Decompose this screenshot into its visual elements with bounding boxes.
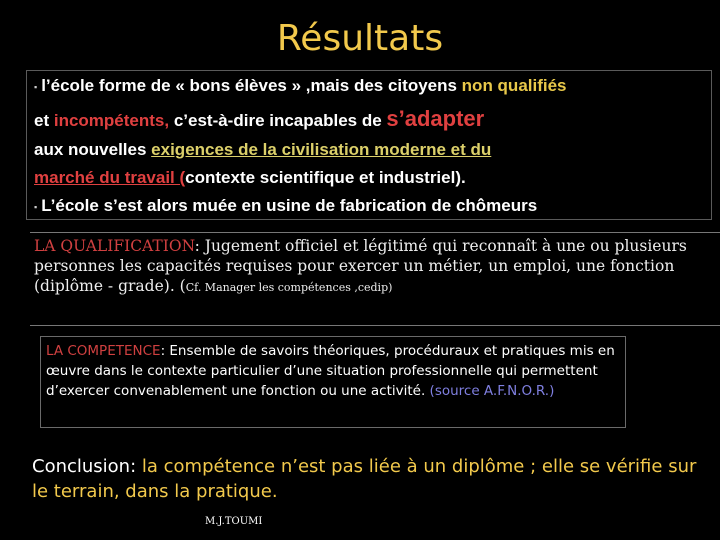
para1-line3 <box>34 140 491 160</box>
reference-text: Cf. Manager les compétences ,cedip) <box>185 281 393 294</box>
highlight-text: incompétents, <box>53 111 170 130</box>
definition-label: LA COMPETENCE <box>46 343 161 359</box>
conclusion-text: la compétence n’est pas liée à un diplôme ; elle se vérifie <box>141 456 669 477</box>
competence-definition <box>46 341 618 401</box>
para1-line2 <box>34 106 484 132</box>
slide-title: Résultats <box>276 18 444 59</box>
definition-text: : Ensemble de savoirs théoriques, procéduraux et pratiques mis en œuvre dans le contexte particulier d’une situation professionnelle qui permettent d’exercer convenablement une fonction ou une activité. <box>46 343 615 399</box>
text: l’école forme de « bons élèves » ,mais des citoyens <box>41 76 462 95</box>
source-text: (source A.F.N.O.R.) <box>429 383 555 399</box>
conclusion <box>32 454 712 504</box>
bullet-icon: ▪ <box>34 81 38 92</box>
conclusion-text: sur le terrain, dans la pratique. <box>32 456 697 502</box>
underlined-text: exigences de la civilisation moderne et du <box>151 140 492 159</box>
text: aux nouvelles <box>34 140 152 159</box>
text: et <box>34 111 54 130</box>
definition-text: : Jugement officiel et légitimé qui reconnaît à une ou plusieurs personnes les capacités requises pour exercer un métier, un emploi, une fonction (diplôme - grade). ( <box>34 237 687 295</box>
text: c’est-à-dire incapables de <box>169 111 387 130</box>
definition-label: LA QUALIFICATION <box>34 237 195 255</box>
text: L’école s’est alors muée en usine de fabrication de chômeurs <box>41 196 538 215</box>
qualification-definition <box>34 236 720 298</box>
highlight-text: non qualifiés <box>461 76 567 95</box>
highlight-text: s’adapter <box>386 106 485 131</box>
bullet-icon: ▪ <box>34 201 38 212</box>
author: M.J.TOUMI <box>205 516 263 527</box>
para1-line4 <box>34 168 466 188</box>
text: contexte scientifique et industriel). <box>185 168 466 187</box>
para2 <box>34 196 537 216</box>
para1-line1 <box>34 76 567 96</box>
underlined-text: marché du travail ( <box>34 168 186 187</box>
conclusion-label: Conclusion: <box>32 456 142 477</box>
